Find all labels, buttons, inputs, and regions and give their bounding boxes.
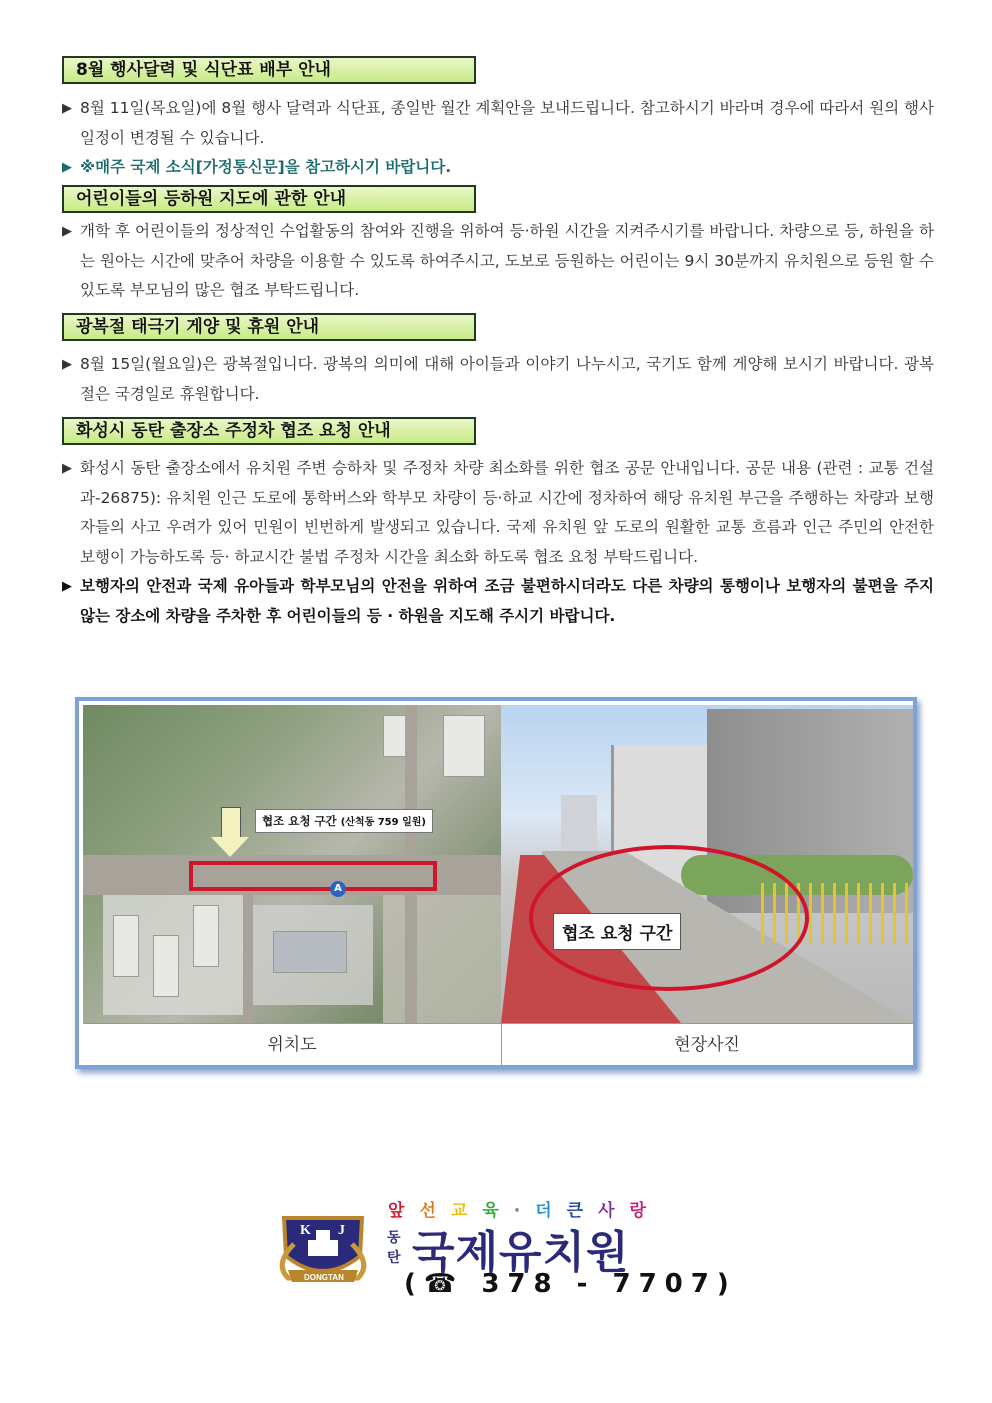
bullet-icon: ▶ — [62, 101, 72, 116]
emblem-letter-j: J — [338, 1223, 345, 1238]
section-body-parking — [62, 454, 934, 631]
map-building — [273, 931, 347, 973]
bullet-icon: ▶ — [62, 224, 72, 239]
map-building — [153, 935, 179, 997]
slogan-char: 교 — [450, 1201, 483, 1221]
location-figure — [75, 697, 917, 1069]
bullet-icon: ▶ — [62, 461, 72, 476]
dongtan-label — [387, 1228, 407, 1268]
paragraph — [62, 217, 934, 306]
location-map — [83, 705, 501, 1023]
slogan-char: · — [513, 1201, 536, 1221]
caption-map: 위치도 — [83, 1023, 502, 1066]
map-block — [383, 895, 501, 1023]
slogan-char: 큰 — [566, 1201, 599, 1221]
section-title-parking: 화성시 동탄 출장소 주정차 협조 요청 안내 — [62, 417, 476, 445]
map-zone-label-sub: (산척동 759 일원) — [340, 817, 426, 828]
paragraph-note — [62, 153, 934, 183]
paragraph-text: 8월 15일(월요일)은 광복절입니다. 광복의 의미에 대해 아이들과 이야기 나누시고, 국기도 함께 게양해 보시기 바랍니다. 광복절은 국경일로 휴원합니다. — [80, 355, 934, 403]
slogan-char: 앞 — [388, 1201, 420, 1221]
location-pin-icon: A — [330, 881, 346, 897]
bullet-icon: ▶ — [62, 357, 72, 372]
arrow-head-icon — [211, 837, 249, 857]
paragraph — [62, 94, 934, 153]
map-building — [113, 915, 139, 977]
map-zone-label-text: 협조 요청 구간 — [262, 814, 337, 828]
section-title-liberation-day: 광복절 태극기 게양 및 휴원 안내 — [62, 313, 476, 341]
section-body-attendance — [62, 217, 934, 306]
phone-number: (☎ 378 - 7707) — [404, 1269, 737, 1299]
slogan-char: 랑 — [629, 1201, 661, 1221]
map-building — [443, 715, 485, 777]
slogan-char: 더 — [535, 1201, 567, 1221]
photo-zone-label: 협조 요청 구간 — [553, 913, 681, 950]
paragraph — [62, 454, 934, 572]
slogan-char: 사 — [598, 1201, 630, 1221]
section-title-calendar: 8월 행사달력 및 식단표 배부 안내 — [62, 56, 476, 84]
section-body-liberation-day — [62, 350, 934, 409]
map-building — [193, 905, 219, 967]
section-title-attendance: 어린이들의 등하원 지도에 관한 안내 — [62, 185, 476, 213]
map-road — [243, 885, 253, 1023]
emblem-band-text: DONGTAN — [304, 1273, 344, 1282]
site-photo — [501, 705, 913, 1023]
paragraph-text: 화성시 동탄 출장소에서 유치원 주변 승하차 및 주정차 차량 최소화를 위한 협조 공문 안내입니다. 공문 내용 (관련 : 교통 건설과-26875): 유치원 인근 도로에 통학버스와 학부모 차량이 등·하교 시간에 정차하여 해당 유치원 부근을 주행하는 차량과 보행자들의 사고 우려가 있어 민원이 빈번하게 발생되고 있습니다. 국제 유치원 앞 도로의 원활한 교통 흐름과 인근 주민의 안전한 보행이 가능하도록 등· 하교시간 불법 주정차 시간을 최소화 하도록 협조 요청 부탁드립니다. — [80, 459, 934, 566]
kindergarten-emblem-icon — [274, 1204, 372, 1288]
slogan-char: 육 — [482, 1201, 514, 1221]
down-arrow-icon — [221, 807, 241, 841]
emblem-letter-k: K — [300, 1223, 311, 1238]
paragraph-text: 개학 후 어린이들의 정상적인 수업활동의 참여와 진행을 위하여 등·하원 시간을 지켜주시기를 바랍니다. 차량으로 등, 하원을 하는 원아는 시간에 맞추어 차량을 이용할 수 있도록 하여주시고, 도보로 등원하는 어린이는 9시 30분까지 유치원으로 등원 할 수 있도록 부모님의 많은 협조 부탁드립니다. — [80, 222, 934, 299]
slogan-char: 선 — [419, 1201, 451, 1221]
paragraph-text: 보행자의 안전과 국제 유아들과 학부모님의 안전을 위하여 조금 불편하시더라도 다른 차량의 통행이나 보행자의 불편을 주지 않는 장소에 차량을 주차한 후 어린이들의 등 · 하원을 지도해 주시기 바랍니다. — [80, 577, 934, 625]
map-zone-label — [255, 809, 433, 833]
caption-photo: 현장사진 — [501, 1023, 913, 1066]
paragraph — [62, 350, 934, 409]
dongtan-char: 동 — [387, 1230, 401, 1246]
bullet-icon: ▶ — [62, 160, 72, 175]
section-body-calendar — [62, 94, 934, 183]
cooperation-zone-box — [189, 861, 437, 891]
bullet-icon: ▶ — [62, 579, 72, 594]
kindergarten-name: 국제유치원 — [412, 1227, 630, 1278]
dongtan-char: 탄 — [387, 1250, 401, 1266]
paragraph-text: 8월 11일(목요일)에 8월 행사 달력과 식단표, 종일반 월간 계획안을 보내드립니다. 참고하시기 바라며 경우에 따라서 원의 행사 일정이 변경될 수 있습니다. — [80, 99, 935, 147]
paragraph-text: ※매주 국제 소식[가정통신문]을 참고하시기 바랍니다. — [80, 158, 452, 176]
paragraph-emphasis — [62, 572, 934, 631]
